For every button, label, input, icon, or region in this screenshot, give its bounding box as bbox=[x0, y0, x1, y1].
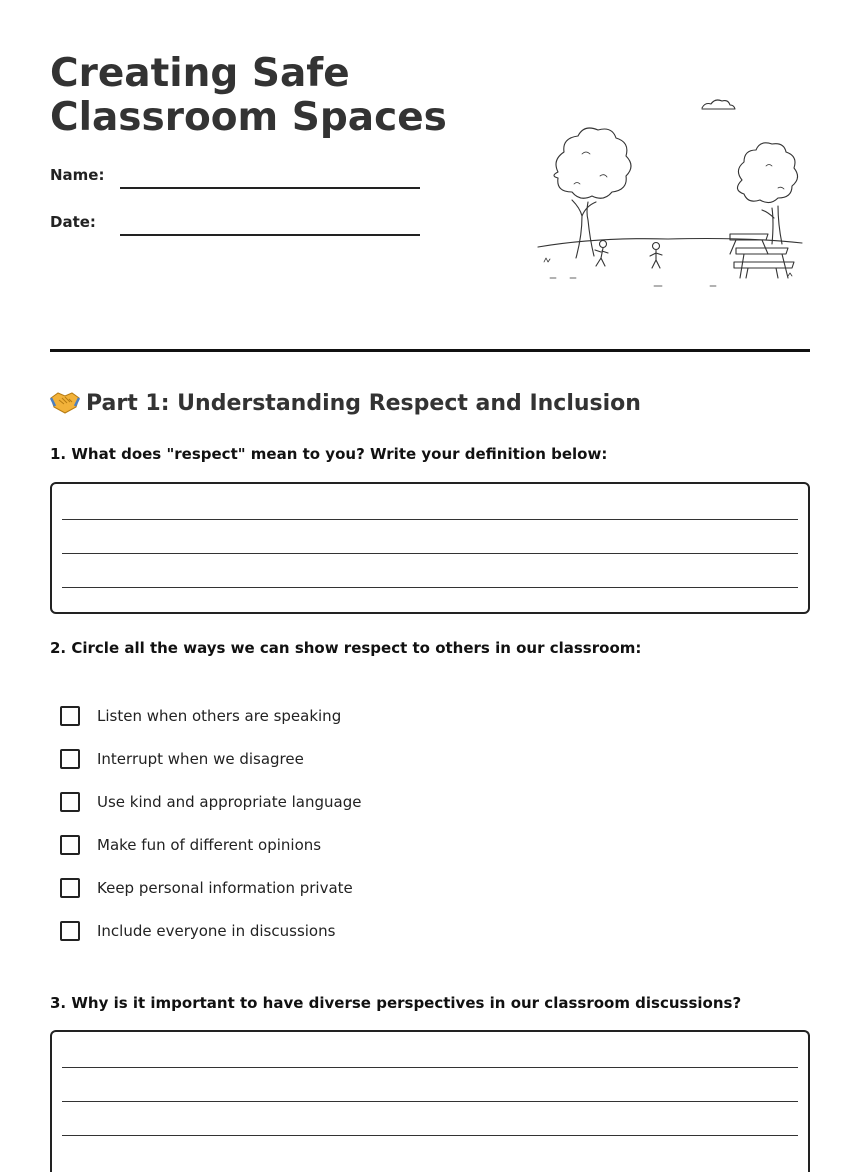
date-label: Date: bbox=[50, 213, 96, 231]
date-field[interactable] bbox=[120, 234, 420, 236]
section-heading-text: Part 1: Understanding Respect and Inclusion bbox=[86, 391, 641, 416]
option-checkbox[interactable] bbox=[60, 835, 80, 855]
option-label: Listen when others are speaking bbox=[97, 707, 342, 725]
name-field[interactable] bbox=[120, 187, 420, 189]
option-label: Include everyone in discussions bbox=[97, 922, 336, 940]
option-item[interactable] bbox=[60, 917, 335, 945]
option-checkbox[interactable] bbox=[60, 749, 80, 769]
answer-line bbox=[62, 587, 798, 588]
option-checkbox[interactable] bbox=[60, 706, 80, 726]
question-1: 1. What does "respect" mean to you? Write your definition below: bbox=[50, 445, 608, 463]
name-label: Name: bbox=[50, 166, 105, 184]
answer-box-q3[interactable] bbox=[50, 1030, 810, 1172]
option-label: Keep personal information private bbox=[97, 879, 353, 897]
answer-line bbox=[62, 1135, 798, 1136]
question-3: 3. Why is it important to have diverse perspectives in our classroom discussions? bbox=[50, 994, 742, 1012]
option-item[interactable] bbox=[60, 745, 304, 773]
option-item[interactable] bbox=[60, 874, 353, 902]
section-heading-part1 bbox=[50, 388, 641, 416]
option-item[interactable] bbox=[60, 788, 361, 816]
answer-line bbox=[62, 1067, 798, 1068]
question-2: 2. Circle all the ways we can show respect to others in our classroom: bbox=[50, 639, 642, 657]
answer-line bbox=[62, 553, 798, 554]
option-label: Make fun of different opinions bbox=[97, 836, 322, 854]
option-label: Interrupt when we disagree bbox=[97, 750, 304, 768]
park-scene-illustration bbox=[530, 92, 810, 292]
section-divider bbox=[50, 349, 810, 352]
handshake-icon bbox=[50, 388, 80, 414]
answer-line bbox=[62, 519, 798, 520]
answer-line bbox=[62, 1101, 798, 1102]
answer-box-q1[interactable] bbox=[50, 482, 810, 614]
option-item[interactable] bbox=[60, 831, 321, 859]
page-title: Creating Safe Classroom Spaces bbox=[50, 51, 447, 140]
option-checkbox[interactable] bbox=[60, 878, 80, 898]
option-item[interactable] bbox=[60, 702, 341, 730]
option-label: Use kind and appropriate language bbox=[97, 793, 362, 811]
option-checkbox[interactable] bbox=[60, 921, 80, 941]
option-checkbox[interactable] bbox=[60, 792, 80, 812]
